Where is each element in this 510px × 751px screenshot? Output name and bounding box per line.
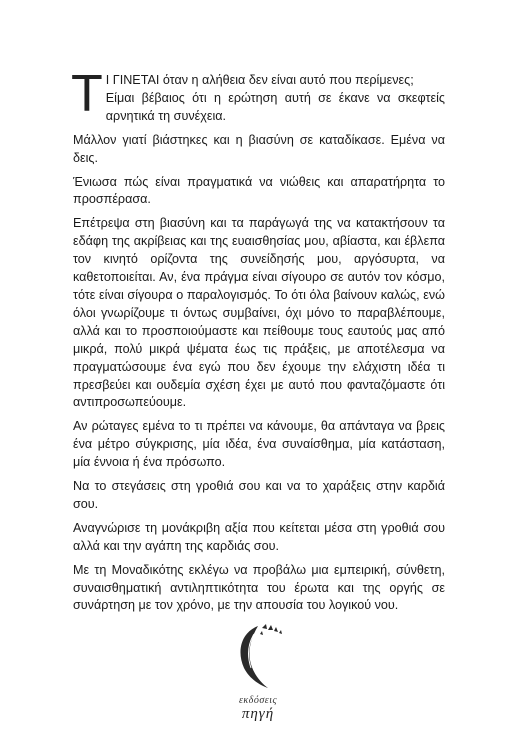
drop-cap: Τ xyxy=(71,65,103,123)
paragraph-3: Ένιωσα πώς είναι πραγματικά να νιώθεις και απαρατήρητα το προσπέρασα. xyxy=(73,174,445,207)
opening-line xyxy=(71,65,445,126)
publisher-prefix: εκδόσεις xyxy=(238,695,278,706)
paragraph-6: Να το στεγάσεις στη γροθιά σου και να το χαράξεις στην καρδιά σου. xyxy=(73,479,445,511)
publisher-name: πηγή xyxy=(241,706,275,722)
paragraph-4: Επέτρεψα στη βιασύνη και τα παράγωγά της να κατακτήσουν τα εδάφη της ακρίβειας και της ευαισθησίας μου, αβίαστα, και έβλεπα τον κινητό ορίζοντα της συνείδησής μου, αργόσυρτα, να καθετοποιείται. Αν, ένα πράγμα είναι σίγουρο σε αυτόν τον κόσμο, τότε είναι σίγουρα ο παραλογισμός. Το ότι όλα βαίνουν καλώς, ενώ όλοι γνωρίζουμε τι όντως συμβαίνει, όχι μόνο το παραβλέπουμε, αλλά και το προσποιούμαστε και πείθουμε τους εαυτούς μας από μικρά, πολύ μικρά ψέματα έως τις πράξεις, με αποτέλεσμα να πραγματώσουμε ένα εγώ που δεν έχουμε την ελάχιστη ιδέα τι πρεσβεύει και ουδεμία σχέση έχει με αυτό που φανταζόμαστε ότι αντιπροσωπεύουμε. xyxy=(73,216,445,410)
paragraph-8: Με τη Μοναδικότης εκλέγω να προβάλω μια εμπειρική, σύνθετη, συναισθηματική αντιληπτικότητα του έρωτα και της οργής σε συνάρτηση με τον χρόνο, με την απουσία του λογικού νου. xyxy=(73,562,445,613)
opening-paragraph xyxy=(71,65,445,126)
body-text xyxy=(71,65,445,621)
publisher-logo xyxy=(218,622,298,732)
paragraph-7: Αναγνώρισε τη μονάκριβη αξία που κείτεται μέσα στη γροθιά σου αλλά και την αγάπη της καρδιάς σου. xyxy=(73,520,445,553)
paragraph-2: Μάλλον γιατί βιάστηκες και η βιασύνη σε καταδίκασε. Εμένα να δεις. xyxy=(73,132,445,165)
feather-leaf-icon xyxy=(218,622,298,694)
paragraph-5: Αν ρώταγες εμένα το τι πρέπει να κάνουμε, θα απάνταγα να βρεις ένα μέτρο σύγκρισης, μία ιδέα, ένα συναίσθημα, μία κατάσταση, μία έννοια ή ένα πρόσωπο. xyxy=(73,419,445,470)
opening-line-text: Ι ΓΙΝΕΤΑΙ όταν η αλήθεια δεν είναι αυτό που περίμενες; xyxy=(105,73,414,87)
opening-line-continuation: Είμαι βέβαιος ότι η ερώτηση αυτή σε έκανε να σκεφτείς αρνητικά τη συνέχεια. xyxy=(105,90,445,123)
